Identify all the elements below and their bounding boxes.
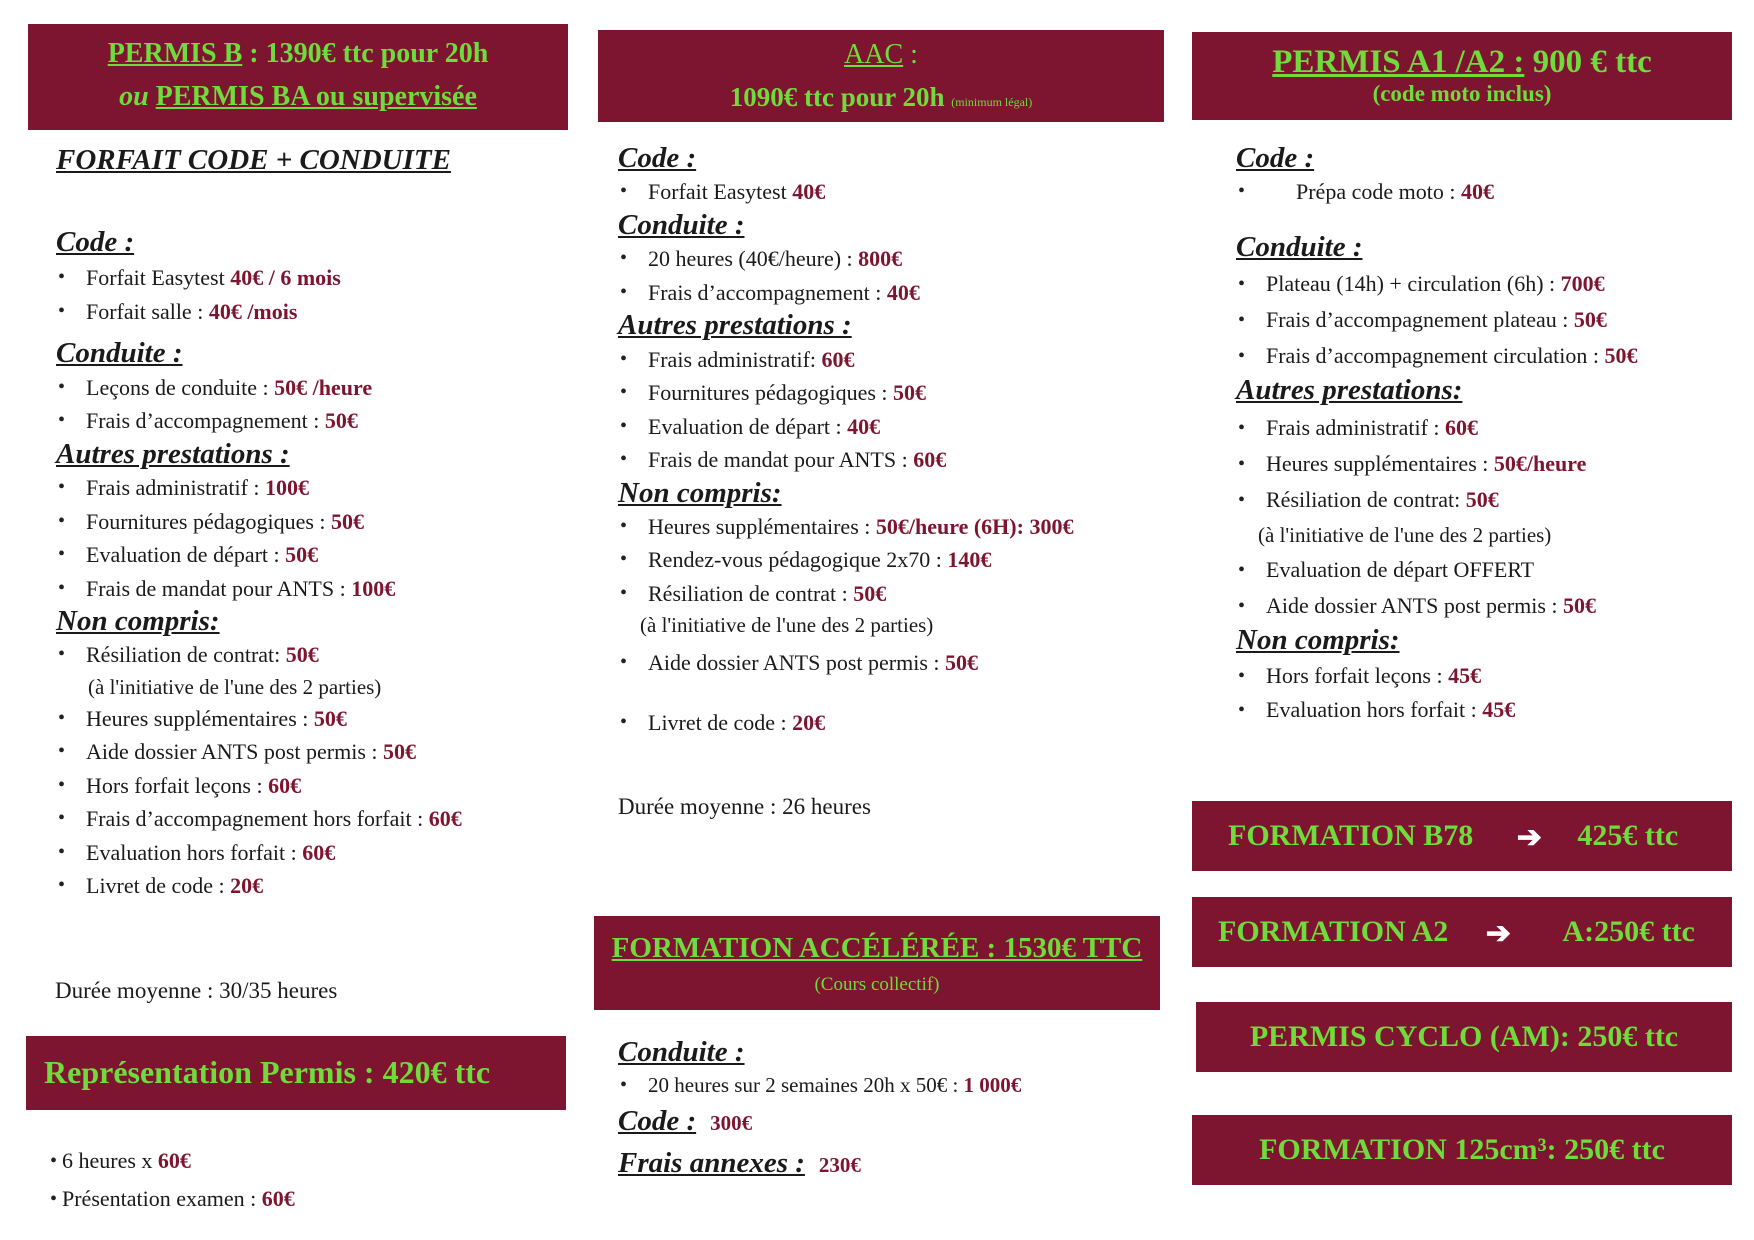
list-item: • Forfait Easytest 40€ bbox=[618, 175, 1166, 209]
non-compris-list bbox=[1236, 659, 1736, 727]
livret-list bbox=[618, 706, 1166, 740]
list-item: • Fournitures pédagogiques : 50€ bbox=[618, 376, 1166, 410]
non-compris-heading: Non compris: bbox=[618, 476, 782, 509]
formation-a2-label: FORMATION A2 bbox=[1218, 915, 1449, 948]
list-item: • Evaluation de départ : 40€ bbox=[618, 410, 1166, 444]
accel-frais-price: 230€ bbox=[818, 1152, 861, 1177]
resiliation-note: (à l'initiative de l'une des 2 parties) bbox=[88, 674, 382, 699]
conduite-list bbox=[618, 242, 1166, 309]
permis-b-title: PERMIS B bbox=[107, 38, 243, 69]
list-item: • Rendez-vous pédagogique 2x70 : 140€ bbox=[618, 543, 1166, 577]
accel-conduite-list bbox=[618, 1069, 1166, 1103]
permis-ba-title: PERMIS BA ou supervisée bbox=[155, 81, 477, 112]
list-item: • 20 heures (40€/heure) : 800€ bbox=[618, 242, 1166, 276]
list-item: • Frais administratif : 100€ bbox=[56, 471, 576, 505]
aac-title: AAC bbox=[844, 39, 904, 70]
cours-collectif: (Cours collectif) bbox=[814, 974, 940, 995]
formation-125-banner: FORMATION 125cm³: 250€ ttc bbox=[1192, 1115, 1732, 1185]
code-list bbox=[618, 175, 1166, 209]
autres-heading: Autres prestations : bbox=[56, 437, 290, 470]
list-item: • Livret de code : 20€ bbox=[56, 869, 576, 903]
formation-acceleree-banner bbox=[594, 916, 1160, 1010]
list-item: • Evaluation de départ OFFERT bbox=[1236, 552, 1736, 588]
permis-b-ou: ou bbox=[119, 81, 156, 112]
list-item: • Frais d’accompagnement : 40€ bbox=[618, 276, 1166, 310]
list-item: • Heures supplémentaires : 50€/heure (6H): 300€ bbox=[618, 510, 1166, 544]
formation-acceleree-title: FORMATION ACCÉLÉRÉE : 1530€ TTC bbox=[611, 932, 1143, 964]
permis-b-banner bbox=[28, 24, 568, 130]
code-list bbox=[1236, 175, 1736, 209]
conduite-list bbox=[1236, 266, 1736, 374]
frais-annexes-heading: Frais annexes : bbox=[618, 1146, 805, 1179]
non-compris-list bbox=[56, 638, 576, 672]
code-heading: Code : bbox=[618, 142, 697, 174]
autres-list-2 bbox=[1236, 552, 1736, 624]
list-item: • Heures supplémentaires : 50€/heure bbox=[1236, 446, 1736, 482]
list-item: • Evaluation de départ : 50€ bbox=[56, 538, 576, 572]
list-item: • 20 heures sur 2 semaines 20h x 50€ : 1 000€ bbox=[618, 1069, 1166, 1103]
list-item: • Frais d’accompagnement plateau : 50€ bbox=[1236, 302, 1736, 338]
aide-list bbox=[618, 646, 1166, 680]
autres-heading: Autres prestations: bbox=[1236, 374, 1463, 407]
resiliation-note: (à l'initiative de l'une des 2 parties) bbox=[1258, 522, 1552, 547]
representation-banner: Représentation Permis : 420€ ttc bbox=[26, 1036, 566, 1110]
list-item: • Hors forfait leçons : 45€ bbox=[1236, 659, 1736, 693]
resiliation-note: (à l'initiative de l'une des 2 parties) bbox=[640, 613, 934, 638]
list-item: • 6 heures x 60€ bbox=[48, 1142, 548, 1180]
accel-details bbox=[618, 1036, 1166, 1187]
code-list bbox=[56, 261, 576, 328]
aac-minimum-legal: (minimum légal) bbox=[951, 95, 1033, 109]
list-item: • Hors forfait leçons : 60€ bbox=[56, 769, 576, 803]
arrow-right-icon: ➔ bbox=[1516, 821, 1542, 855]
list-item: • Aide dossier ANTS post permis : 50€ bbox=[618, 646, 1166, 680]
aac-details bbox=[618, 142, 1166, 739]
code-heading: Code : bbox=[56, 226, 135, 258]
non-compris-list-2 bbox=[56, 702, 576, 903]
conduite-heading: Conduite : bbox=[618, 208, 745, 241]
list-item: • Frais administratif: 60€ bbox=[618, 343, 1166, 377]
code-heading: Code : bbox=[1236, 142, 1315, 174]
representation-list bbox=[48, 1142, 548, 1218]
list-item: • Plateau (14h) + circulation (6h) : 700€ bbox=[1236, 266, 1736, 302]
autres-list bbox=[56, 471, 576, 605]
list-item: • Frais de mandat pour ANTS : 100€ bbox=[56, 572, 576, 606]
permis-a-price: 900 € ttc bbox=[1524, 44, 1652, 80]
list-item: • Forfait salle : 40€ /mois bbox=[56, 295, 576, 329]
code-heading: Code : bbox=[618, 1104, 697, 1137]
formation-a2-price: A:250€ ttc bbox=[1562, 915, 1695, 948]
code-moto-inclus: (code moto inclus) bbox=[1372, 81, 1552, 106]
duree-moyenne: Durée moyenne : 30/35 heures bbox=[55, 978, 338, 1003]
list-item: • Evaluation hors forfait : 60€ bbox=[56, 836, 576, 870]
list-item: • Prépa code moto : 40€ bbox=[1236, 175, 1736, 209]
list-item: • Evaluation hors forfait : 45€ bbox=[1236, 693, 1736, 727]
list-item: • Livret de code : 20€ bbox=[618, 706, 1166, 740]
accel-code-price: 300€ bbox=[710, 1110, 753, 1135]
formation-b78-banner bbox=[1192, 801, 1732, 871]
list-item: • Frais d’accompagnement hors forfait : 60€ bbox=[56, 802, 576, 836]
list-item: • Frais d’accompagnement : 50€ bbox=[56, 404, 576, 438]
formation-b78-label: FORMATION B78 bbox=[1228, 819, 1474, 852]
permis-a-banner bbox=[1192, 32, 1732, 120]
forfait-title: FORFAIT CODE + CONDUITE bbox=[56, 144, 451, 176]
permis-a-details bbox=[1236, 142, 1736, 727]
conduite-list bbox=[56, 371, 576, 438]
list-item: • Frais administratif : 60€ bbox=[1236, 410, 1736, 446]
permis-a-title: PERMIS A1 /A2 : bbox=[1272, 44, 1525, 80]
non-compris-heading: Non compris: bbox=[1236, 623, 1400, 656]
accel-frais-line bbox=[618, 1146, 1166, 1187]
list-item: • Frais d’accompagnement circulation : 50€ bbox=[1236, 338, 1736, 374]
list-item: • Présentation examen : 60€ bbox=[48, 1180, 548, 1218]
permis-b-price: : 1390€ ttc pour 20h bbox=[242, 38, 489, 69]
non-compris-list bbox=[618, 510, 1166, 611]
permis-cyclo-banner: PERMIS CYCLO (AM): 250€ ttc bbox=[1196, 1002, 1732, 1072]
list-item: • Heures supplémentaires : 50€ bbox=[56, 702, 576, 736]
permis-b-details bbox=[56, 226, 576, 903]
list-item: • Résiliation de contrat: 50€ bbox=[1236, 482, 1736, 518]
list-item: • Fournitures pédagogiques : 50€ bbox=[56, 505, 576, 539]
autres-list bbox=[618, 343, 1166, 477]
aac-price: 1090€ ttc pour 20h bbox=[729, 82, 945, 112]
conduite-heading: Conduite : bbox=[1236, 230, 1363, 263]
non-compris-heading: Non compris: bbox=[56, 605, 220, 638]
list-item: • Résiliation de contrat: 50€ bbox=[56, 638, 576, 672]
list-item: • Résiliation de contrat : 50€ bbox=[618, 577, 1166, 611]
accel-code-line bbox=[618, 1103, 1166, 1146]
list-item: • Leçons de conduite : 50€ /heure bbox=[56, 371, 576, 405]
autres-list bbox=[1236, 410, 1736, 518]
list-item: • Aide dossier ANTS post permis : 50€ bbox=[56, 735, 576, 769]
list-item: • Forfait Easytest 40€ / 6 mois bbox=[56, 261, 576, 295]
list-item: • Aide dossier ANTS post permis : 50€ bbox=[1236, 588, 1736, 624]
autres-heading: Autres prestations : bbox=[618, 309, 852, 342]
conduite-heading: Conduite : bbox=[618, 1036, 745, 1068]
duree-moyenne: Durée moyenne : 26 heures bbox=[618, 794, 871, 819]
formation-b78-price: 425€ ttc bbox=[1577, 819, 1679, 852]
arrow-right-icon: ➔ bbox=[1485, 917, 1511, 951]
aac-banner: AAC : 1090€ ttc pour 20h (minimum légal) bbox=[598, 30, 1164, 122]
formation-a2-banner bbox=[1192, 897, 1732, 967]
list-item: • Frais de mandat pour ANTS : 60€ bbox=[618, 443, 1166, 477]
conduite-heading: Conduite : bbox=[56, 337, 183, 370]
